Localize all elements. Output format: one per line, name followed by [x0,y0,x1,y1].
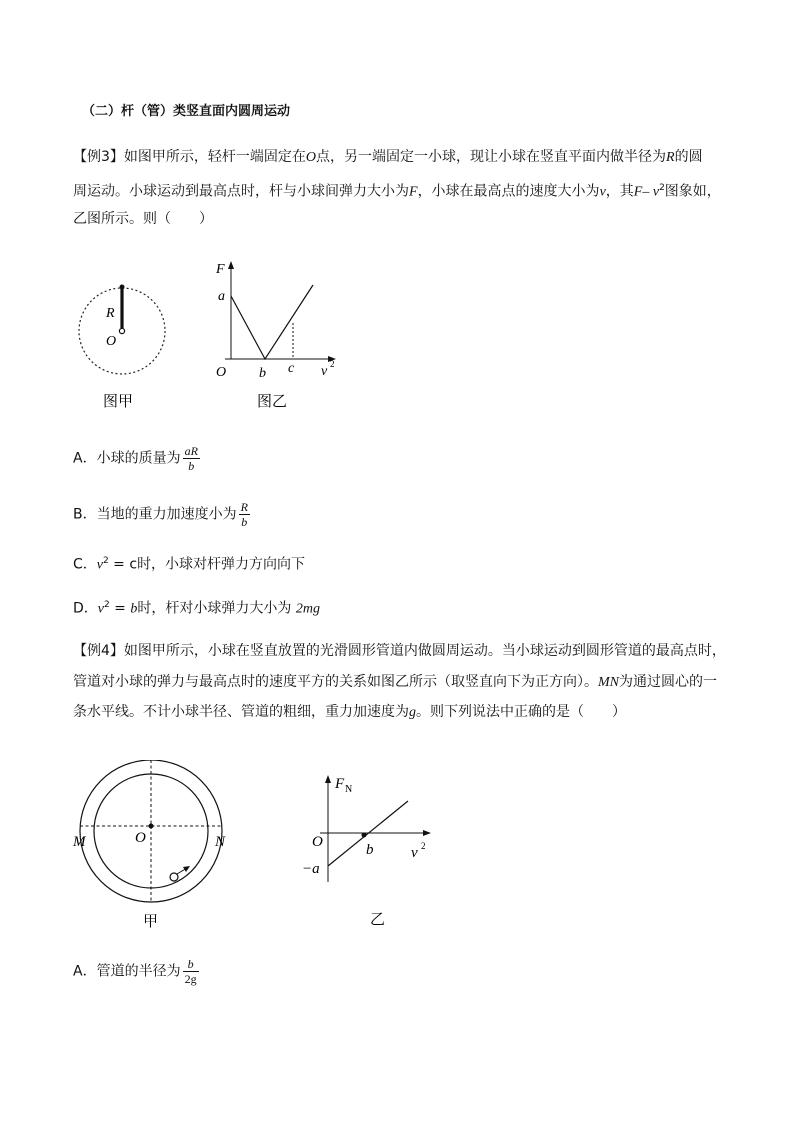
label-O: O [106,334,117,349]
label-b: b [259,366,266,381]
caption-jia: 甲 [143,912,159,930]
y-axis-arrow [325,775,331,783]
label-R: R [106,306,115,321]
ball [120,285,125,290]
ex3-option-b[interactable]: B．当地的重力加速度小为 $\frac{R}{b}$ [73,500,248,529]
outer-circle [80,760,222,902]
ex3-figure-a [70,275,180,415]
label-b: b [366,842,374,858]
y-axis-arrow [228,261,234,269]
label-c: c [288,361,295,376]
F-v2-graph [231,285,313,359]
velocity-arrowhead [183,866,190,872]
label-origin: O [216,365,227,380]
label-F-sub: N [345,784,353,795]
caption-yi: 乙 [370,910,386,928]
ball-in-tube [170,873,178,881]
label-a: a [218,289,225,304]
label-M: M [73,834,86,850]
ex3-option-c[interactable]: C．$v^2 = c$时，小球对杆弹力方向向下 [73,556,306,573]
label-neg-a: −a [302,861,320,877]
ex4-option-a[interactable]: A．管道的半径为 $\frac{b}{2g}$ [73,957,197,986]
caption-jia: 图甲 [103,392,134,410]
ex4-figure-a [70,760,240,935]
label-F: F [216,262,225,277]
label-origin: O [312,834,323,850]
ex3-stem-line2: 周运动。小球运动到最高点时，杆与小球间弹力大小为F，小球在最高点的速度大小为v，其F– $v^2$图象如， [73,183,721,200]
ex4-stem-line2: 管道对小球的弹力与最高点时的速度平方的关系如图乙所示（取竖直向下为正方向）。MN为通过圆心的一 [73,674,717,690]
x-axis-arrow [423,830,431,836]
caption-yi: 图乙 [257,392,288,410]
center-point [149,824,154,829]
ex4-figure-b [298,770,438,935]
section-title: （二）杆（管）类竖直面内圆周运动 [82,104,291,119]
ex3-figure-b [205,255,345,415]
ex3-option-d[interactable]: D．$v^2 = b$时，杆对小球弹力大小为 2mg [73,600,320,617]
ex3-stem-line3: 乙图所示。则（ ） [73,211,213,227]
ex3-stem-line1: 【例3】如图甲所示，轻杆一端固定在O点，另一端固定一小球，现让小球在竖直平面内做半径为R的圆 [73,149,703,165]
pivot-point [119,328,124,333]
label-v-sup: 2 [330,359,335,369]
label-v-sup: 2 [421,841,426,851]
label-v: v [321,364,328,379]
label-O: O [135,830,146,846]
label-F: F [335,776,345,792]
point-b [362,833,367,838]
ex4-stem-line3: 条水平线。不计小球半径、管道的粗细，重力加速度为g。则下列说法中正确的是（ ） [73,704,626,720]
ex4-stem-line1: 【例4】如图甲所示，小球在竖直放置的光滑圆形管道内做圆周运动。当小球运动到圆形管道的最高点时， [73,643,726,659]
label-N: N [215,834,226,850]
ex3-option-a[interactable]: A．小球的质量为 $\frac{aR}{b}$ [73,444,198,473]
label-v: v [411,845,418,861]
